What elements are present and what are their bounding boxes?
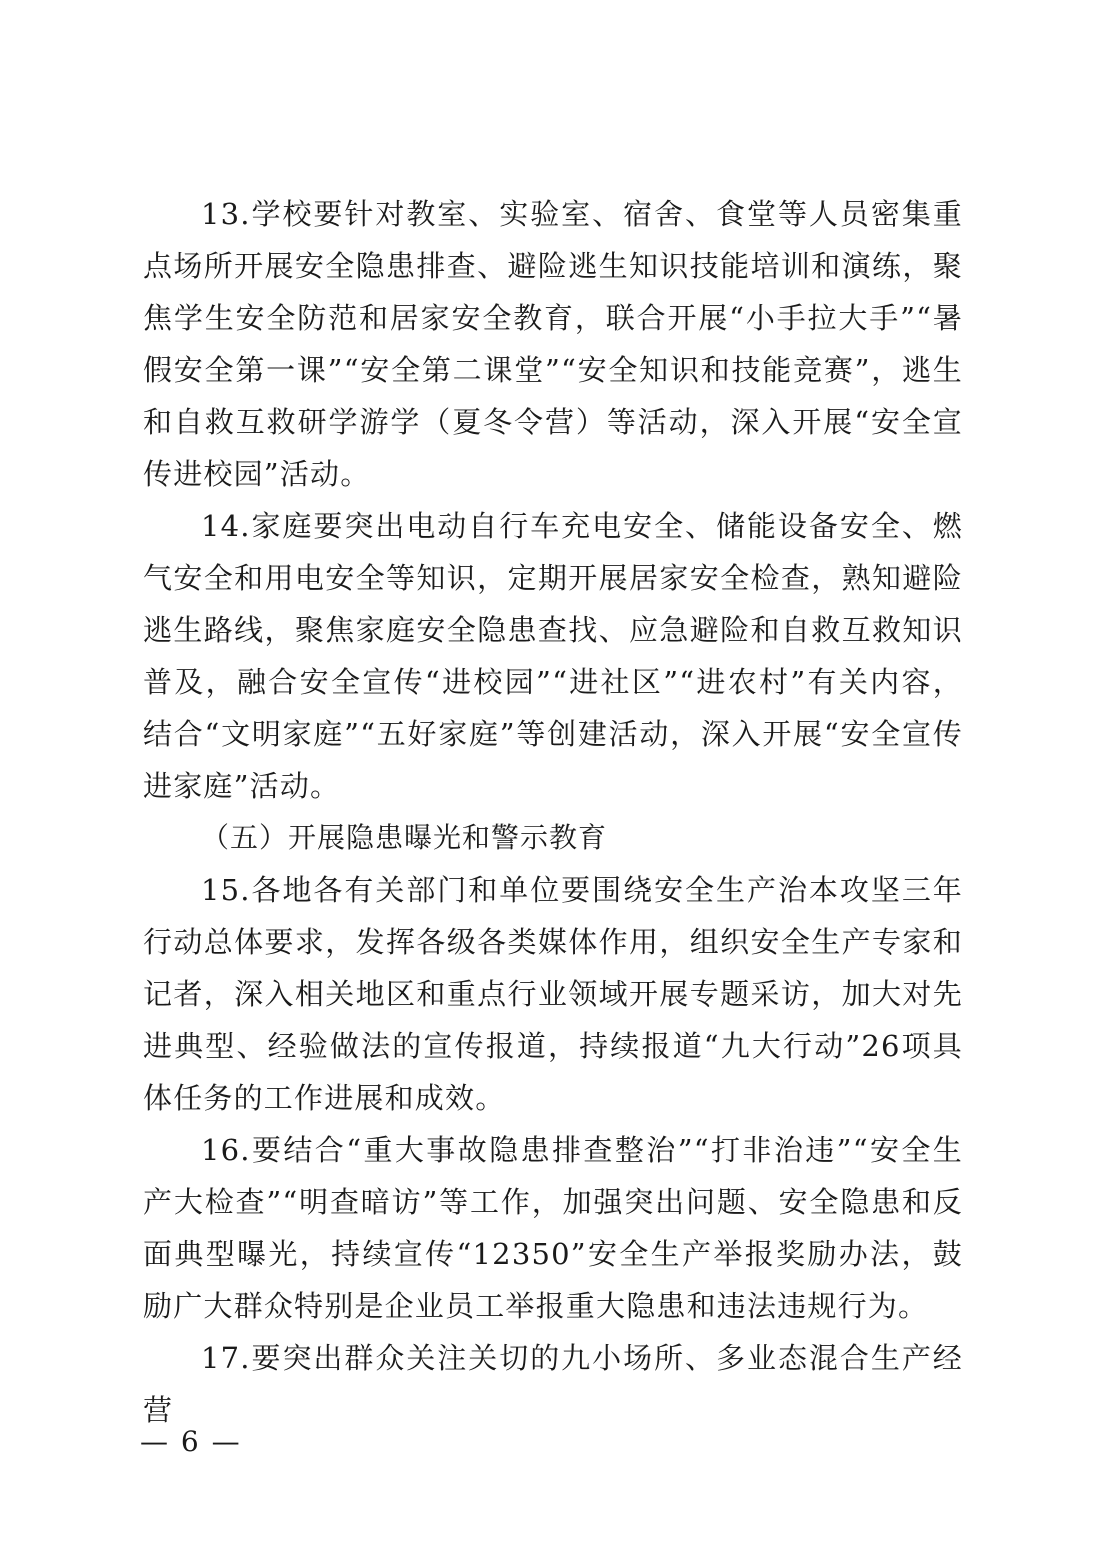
page-number: — 6 — xyxy=(140,1425,242,1458)
section-heading-5: （五）开展隐患曝光和警示教育 xyxy=(201,821,608,854)
paragraph-17: 17.要突出群众关注关切的九小场所、多业态混合生产经营 xyxy=(143,1341,963,1427)
paragraph-14: 14.家庭要突出电动自行车充电安全、储能设备安全、燃气安全和用电安全等知识，定期开展居家安全检查，熟知避险逃生路线，聚焦家庭安全隐患查找、应急避险和自救互救知识普及，融合安全宣传“进校园”“进社区”“进农村”有关内容，结合“文明家庭”“五好家庭”等创建活动，深入开展“安全宣传进家庭”活动。 xyxy=(143,509,963,803)
paragraph-15: 15.各地各有关部门和单位要围绕安全生产治本攻坚三年行动总体要求，发挥各级各类媒体作用，组织安全生产专家和记者，深入相关地区和重点行业领域开展专题采访，加大对先进典型、经验做法的宣传报道，持续报道“九大行动”26项具体任务的工作进展和成效。 xyxy=(143,873,963,1115)
paragraph-13: 13.学校要针对教室、实验室、宿舍、食堂等人员密集重点场所开展安全隐患排查、避险逃生知识技能培训和演练，聚焦学生安全防范和居家安全教育，联合开展“小手拉大手”“暑假安全第一课”“安全第二课堂”“安全知识和技能竞赛”，逃生和自救互救研学游学（夏冬令营）等活动，深入开展“安全宣传进校园”活动。 xyxy=(143,197,963,491)
paragraph-16: 16.要结合“重大事故隐患排查整治”“打非治违”“安全生产大检查”“明查暗访”等工作，加强突出问题、安全隐患和反面典型曝光，持续宣传“12350”安全生产举报奖励办法，鼓励广大群众特别是企业员工举报重大隐患和违法违规行为。 xyxy=(143,1133,963,1323)
document-body xyxy=(143,188,963,1436)
